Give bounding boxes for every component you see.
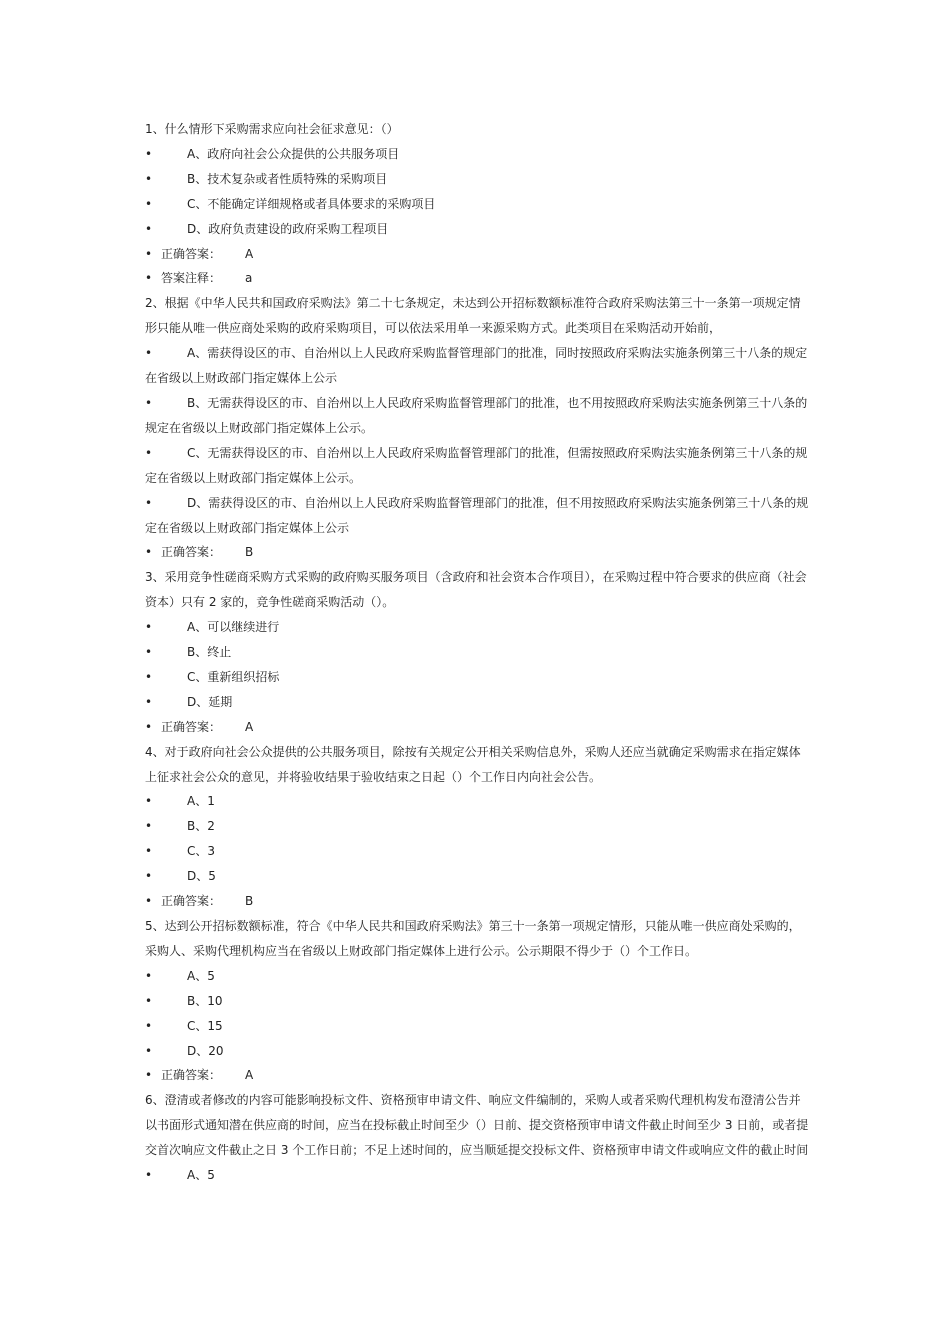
document-page xyxy=(145,117,810,1188)
bullet: • xyxy=(145,694,153,709)
question-2-option-b: • B、无需获得设区的市、自治州以上人民政府采购监督管理部门的批准，也不用按照政府采购法实施条例第三十八条的规定在省级以上财政部门指定媒体上公示。 xyxy=(145,395,808,435)
question-6-stem: 6、澄清或者修改的内容可能影响投标文件、资格预审申请文件、响应文件编制的，采购人或者采购代理机构发布澄清公告并以书面形式通知潜在供应商的时间，应当在投标截止时间至少（）日前、提交资格预审申请文件截止时间至少 3 日前，或者提交首次响应文件截止之日 3 个工作日前；不足上述时间的，应当顺延提交投标文件、资格预审申请文件或响应文件的截止时间 xyxy=(145,1093,809,1158)
question-5-answer: • 正确答案： A xyxy=(145,1063,810,1088)
question-4-answer: • 正确答案： B xyxy=(145,889,810,914)
question-5-stem: 5、达到公开招标数额标准，符合《中华人民共和国政府采购法》第三十一条第一项规定情形，只能从唯一供应商处采购的，采购人、采购代理机构应当在省级以上财政部门指定媒体上进行公示。公示期限不得少于（）个工作日。 xyxy=(145,919,801,958)
bullet: • xyxy=(145,794,153,809)
bullet: • xyxy=(145,196,153,211)
question-1-stem: 1、什么情形下采购需求应向社会征求意见：（） xyxy=(145,122,399,136)
bullet: • xyxy=(145,1043,153,1058)
question-5-option-a: • A、5 xyxy=(145,964,810,989)
bullet: • xyxy=(145,146,153,161)
bullet: • xyxy=(145,545,153,560)
bullet: • xyxy=(145,869,153,884)
question-5-option-b: • B、10 xyxy=(145,989,810,1014)
question-3-answer: • 正确答案： A xyxy=(145,715,810,740)
bullet: • xyxy=(145,993,153,1008)
bullet: • xyxy=(145,968,153,983)
bullet: • xyxy=(145,894,153,909)
question-1-answer: • 正确答案： A xyxy=(145,242,810,267)
bullet: • xyxy=(145,171,153,186)
question-2-option-d: • D、需获得设区的市、自治州以上人民政府采购监督管理部门的批准，但不用按照政府采购法实施条例第三十八条的规定在省级以上财政部门指定媒体上公示 xyxy=(145,495,809,535)
bullet: • xyxy=(145,669,153,684)
bullet: • xyxy=(145,221,153,236)
question-4-option-c: • C、3 xyxy=(145,839,810,864)
bullet: • xyxy=(145,620,153,635)
question-2-option-a: • A、需获得设区的市、自治州以上人民政府采购监督管理部门的批准，同时按照政府采购法实施条例第三十八条的规定在省级以上财政部门指定媒体上公示 xyxy=(145,346,808,386)
question-2-option-c: • C、无需获得设区的市、自治州以上人民政府采购监督管理部门的批准，但需按照政府采购法实施条例第三十八条的规定在省级以上财政部门指定媒体上公示。 xyxy=(145,445,808,485)
bullet: • xyxy=(145,819,153,834)
question-1-option-a: • A、政府向社会公众提供的公共服务项目 xyxy=(145,142,810,167)
question-1-option-b: • B、技术复杂或者性质特殊的采购项目 xyxy=(145,167,810,192)
question-3-stem: 3、采用竞争性磋商采购方式采购的政府购买服务项目（含政府和社会资本合作项目），在采购过程中符合要求的供应商（社会资本）只有 2 家的，竞争性磋商采购活动（）。 xyxy=(145,570,807,610)
question-4-option-b: • B、2 xyxy=(145,814,810,839)
question-3-option-c: • C、重新组织招标 xyxy=(145,665,810,690)
question-5-option-d: • D、20 xyxy=(145,1039,810,1064)
question-5-option-c: • C、15 xyxy=(145,1014,810,1039)
bullet: • xyxy=(145,271,153,286)
question-4-stem: 4、对于政府向社会公众提供的公共服务项目，除按有关规定公开相关采购信息外，采购人还应当就确定采购需求在指定媒体上征求社会公众的意见，并将验收结果于验收结束之日起（）个工作日内向社会公告。 xyxy=(145,744,801,784)
bullet: • xyxy=(145,1168,153,1183)
question-3-option-a: • A、可以继续进行 xyxy=(145,615,810,640)
question-2-answer: • 正确答案： B xyxy=(145,540,810,565)
question-1-option-d: • D、政府负责建设的政府采购工程项目 xyxy=(145,217,810,242)
question-3-option-b: • B、终止 xyxy=(145,640,810,665)
question-1-note: • 答案注释： a xyxy=(145,266,810,291)
bullet: • xyxy=(145,1018,153,1033)
bullet: • xyxy=(145,844,153,859)
question-4-option-a: • A、1 xyxy=(145,789,810,814)
bullet: • xyxy=(145,246,153,261)
bullet: • xyxy=(145,719,153,734)
question-6-option-a: • A、5 xyxy=(145,1163,810,1188)
bullet: • xyxy=(145,645,153,660)
bullet: • xyxy=(145,1068,153,1083)
question-2-stem: 2、根据《中华人民共和国政府采购法》第二十七条规定，未达到公开招标数额标准符合政府采购法第三十一条第一项规定情形只能从唯一供应商处采购的政府采购项目，可以依法采用单一来源采购方式。此类项目在采购活动开始前， xyxy=(145,296,801,336)
question-1-option-c: • C、不能确定详细规格或者具体要求的采购项目 xyxy=(145,192,810,217)
question-3-option-d: • D、延期 xyxy=(145,690,810,715)
question-4-option-d: • D、5 xyxy=(145,864,810,889)
